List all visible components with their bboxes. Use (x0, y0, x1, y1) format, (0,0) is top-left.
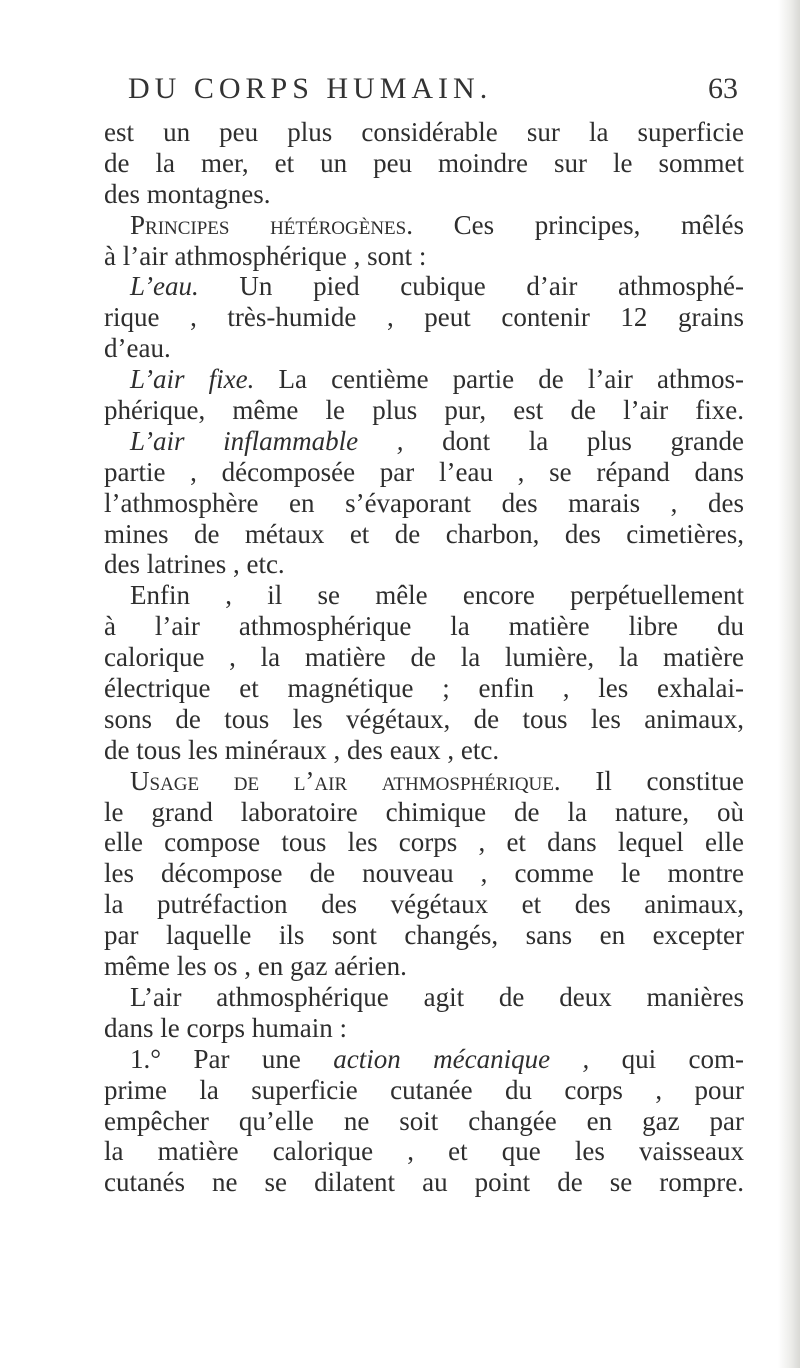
text-line (104, 673, 744, 704)
text-line (104, 457, 744, 488)
text-line (104, 704, 744, 735)
text-run: L’air inflammable , (130, 425, 404, 456)
text-run: dans le corps humain : (104, 1012, 347, 1043)
text-run: est un peu plus considérable sur la superficie (104, 117, 744, 147)
text-run: empêcher qu’elle ne soit changée en gaz par (104, 1105, 744, 1136)
text-run: Un pied cubique d’air athmosphé- (198, 271, 744, 302)
text-run: calorique , la matière de la lumière, la matière (104, 642, 744, 673)
text-line (104, 426, 744, 457)
text-line (104, 519, 744, 550)
text-run: la putréfaction des végétaux et des animaux, (104, 889, 744, 920)
text-run: cutanés ne se dilatent au point de se rompre. (104, 1167, 744, 1198)
text-run: elle compose tous les corps , et dans lequel elle (104, 827, 744, 858)
text-line (104, 549, 744, 580)
text-run: d’eau. (104, 333, 171, 364)
page-number: 63 (708, 72, 738, 105)
text-run: L’air fixe. (130, 364, 255, 395)
text-run: prime la superficie cutanée du corps , pour (104, 1074, 744, 1105)
text-line (104, 117, 744, 148)
text-line (104, 302, 744, 333)
text-line (104, 766, 744, 797)
text-line (104, 333, 744, 364)
text-line (104, 1075, 744, 1106)
text-line (104, 735, 744, 766)
text-run: 1.° Par une (130, 1043, 334, 1074)
text-line (104, 642, 744, 673)
text-run: de la mer, et un peu moindre sur le sommet (104, 147, 744, 178)
text-run: Ces principes, mêlés (412, 209, 744, 240)
text-run: électrique et magnétique ; enfin , les exhalai- (104, 673, 744, 704)
running-head-title: DU CORPS HUMAIN. (128, 72, 493, 105)
text-line (104, 241, 744, 272)
text-run: dont la plus grande (403, 425, 744, 456)
text-run: Il constitue (560, 765, 744, 796)
text-run: la matière calorique , et que les vaisseaux (104, 1136, 744, 1167)
text-line (104, 1044, 744, 1075)
text-line (104, 210, 744, 241)
text-line (104, 1136, 744, 1167)
text-run: à l’air athmosphérique , sont : (104, 240, 427, 271)
text-run: partie , décomposée par l’eau , se répand dans (104, 456, 744, 487)
text-run: rique , très-humide , peut contenir 12 grains (104, 302, 744, 333)
text-line (104, 1167, 744, 1198)
text-run: L’air athmosphérique agit de deux manières (130, 981, 744, 1012)
text-run: Principes hétérogènes. (130, 209, 413, 240)
text-line (104, 858, 744, 889)
text-line (104, 580, 744, 611)
text-line (104, 797, 744, 828)
text-run: Usage de l’air athmosphérique. (130, 765, 561, 796)
text-run: des latrines , etc. (104, 549, 285, 580)
page-gutter-shadow (778, 0, 800, 1368)
text-run: action mécanique , (333, 1043, 590, 1074)
text-line (104, 271, 744, 302)
text-run: même les os , en gaz aérien. (104, 951, 407, 982)
text-run: des montagnes. (104, 178, 271, 209)
text-line (104, 395, 744, 426)
text-run: qui com- (589, 1043, 744, 1074)
text-line (104, 1013, 744, 1044)
text-run: La centième partie de l’air athmos- (254, 364, 744, 395)
text-run: L’eau. (130, 271, 199, 302)
text-line (104, 179, 744, 210)
text-line (104, 148, 744, 179)
body-text (104, 117, 744, 1198)
text-run: mines de métaux et de charbon, des cimetières, (104, 518, 744, 549)
text-run: de tous les minéraux , des eaux , etc. (104, 734, 500, 765)
text-line (104, 488, 744, 519)
text-line (104, 982, 744, 1013)
text-run: Enfin , il se mêle encore perpétuellement (130, 580, 744, 611)
text-run: l’athmosphère en s’évaporant des marais , des (104, 487, 744, 518)
text-run: phérique, même le plus pur, est de l’air fixe. (104, 395, 744, 426)
text-line (104, 827, 744, 858)
text-line (104, 951, 744, 982)
text-run: le grand laboratoire chimique de la nature, où (104, 796, 744, 827)
text-line (104, 889, 744, 920)
text-line (104, 1106, 744, 1137)
text-run: sons de tous les végétaux, de tous les animaux, (104, 703, 744, 734)
text-run: à l’air athmosphérique la matière libre du (104, 611, 744, 642)
text-run: par laquelle ils sont changés, sans en excepter (104, 920, 744, 951)
text-line (104, 611, 744, 642)
text-line (104, 920, 744, 951)
running-head (128, 72, 738, 112)
text-line (104, 364, 744, 395)
text-run: les décompose de nouveau , comme le montre (104, 858, 744, 889)
